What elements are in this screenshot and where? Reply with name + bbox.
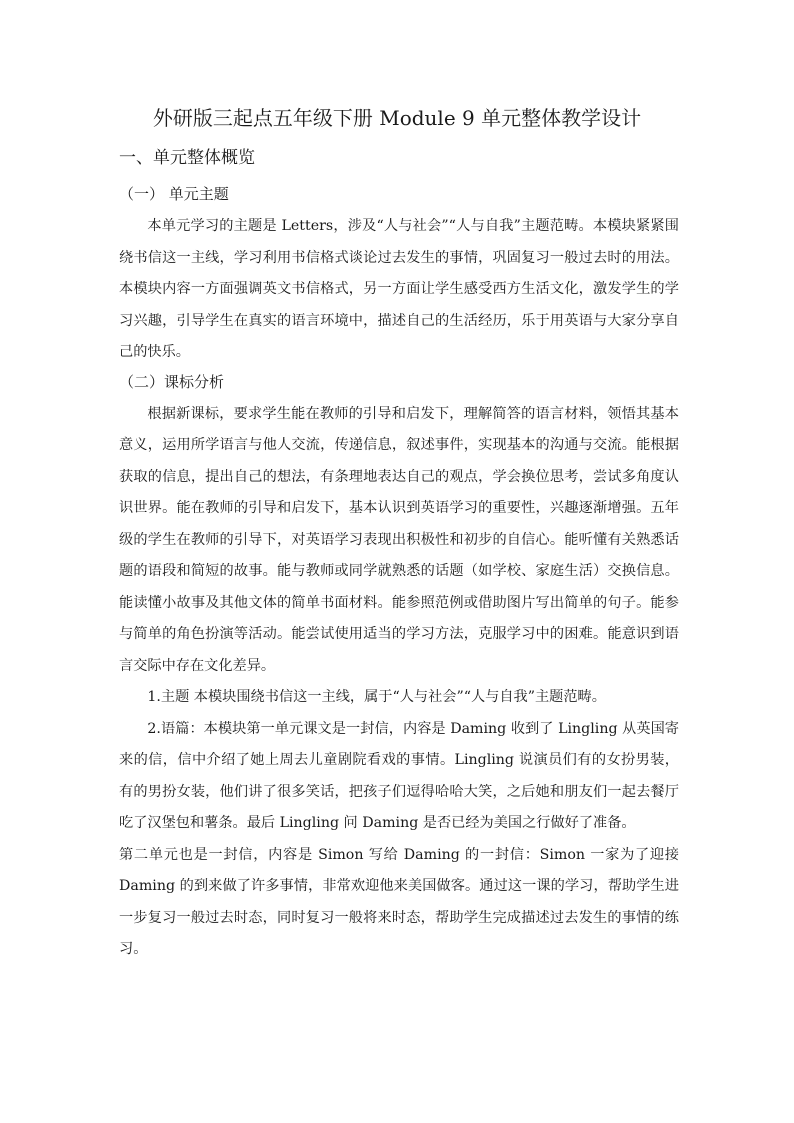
paragraph-item-text: 2.语篇：本模块第一单元课文是一封信，内容是 Daming 收到了 Lingling 从英国寄来的信，信中介绍了她上周去儿童剧院看戏的事情。Lingling 说演员们有的女扮男装，有的男扮女装，他们讲了很多笑话，把孩子们逗得哈哈大笑，之后她和朋友们一起去餐厅吃了汉堡包和薯条。最后 Lingling 问 Daming 是否已经为美国之行做好了准备。 [119,720,679,831]
subsection-heading-curriculum: （二）课标分析 [119,372,225,391]
paragraph-item-theme: 1.主题 本模块围绕书信这一主线，属于“人与社会”“人与自我”主题范畴。 [147,689,606,705]
paragraph-unit2: 第二单元也是一封信，内容是 Simon 写给 Daming 的一封信：Simon 一家为了迎接 Daming 的到来做了许多事情，非常欢迎他来美国做客。通过这一课的学习，帮助学生进一步复习一般过去时态，同时复习一般将来时态，帮助学生完成描述过去发生的事情的练习。 [119,846,679,957]
section-heading-overview: 一、单元整体概览 [119,148,255,168]
paragraph-theme: 本单元学习的主题是 Letters，涉及“人与社会”“人与自我”主题范畴。本模块紧紧围绕书信这一主线，学习利用书信格式谈论过去发生的事情，巩固复习一般过去时的用法。本模块内容一方面强调英文书信格式，另一方面让学生感受西方生活文化，激发学生的学习兴趣，引导学生在真实的语言环境中，描述自己的生活经历，乐于用英语与大家分享自己的快乐。 [119,218,679,360]
document-title: 外研版三起点五年级下册 Module 9 单元整体教学设计 [152,106,642,130]
paragraph-curriculum: 根据新课标，要求学生能在教师的引导和启发下，理解简答的语言材料，领悟其基本意义，运用所学语言与他人交流，传递信息，叙述事件，实现基本的沟通与交流。能根据获取的信息，提出自己的想法，有条理地表达自己的观点，学会换位思考，尝试多角度认识世界。能在教师的引导和启发下，基本认识到英语学习的重要性，兴趣逐渐增强。五年级的学生在教师的引导下，对英语学习表现出积极性和初步的自信心。能听懂有关熟悉话题的语段和简短的故事。能与教师或同学就熟悉的话题（如学校、家庭生活）交换信息。能读懂小故事及其他文体的简单书面材料。能参照范例或借助图片写出简单的句子。能参与简单的角色扮演等活动。能尝试使用适当的学习方法，克服学习中的困难。能意识到语言交际中存在文化差异。 [119,405,679,674]
document-body [119,143,679,966]
subsection-heading-theme: （一） 单元主题 [119,185,229,203]
